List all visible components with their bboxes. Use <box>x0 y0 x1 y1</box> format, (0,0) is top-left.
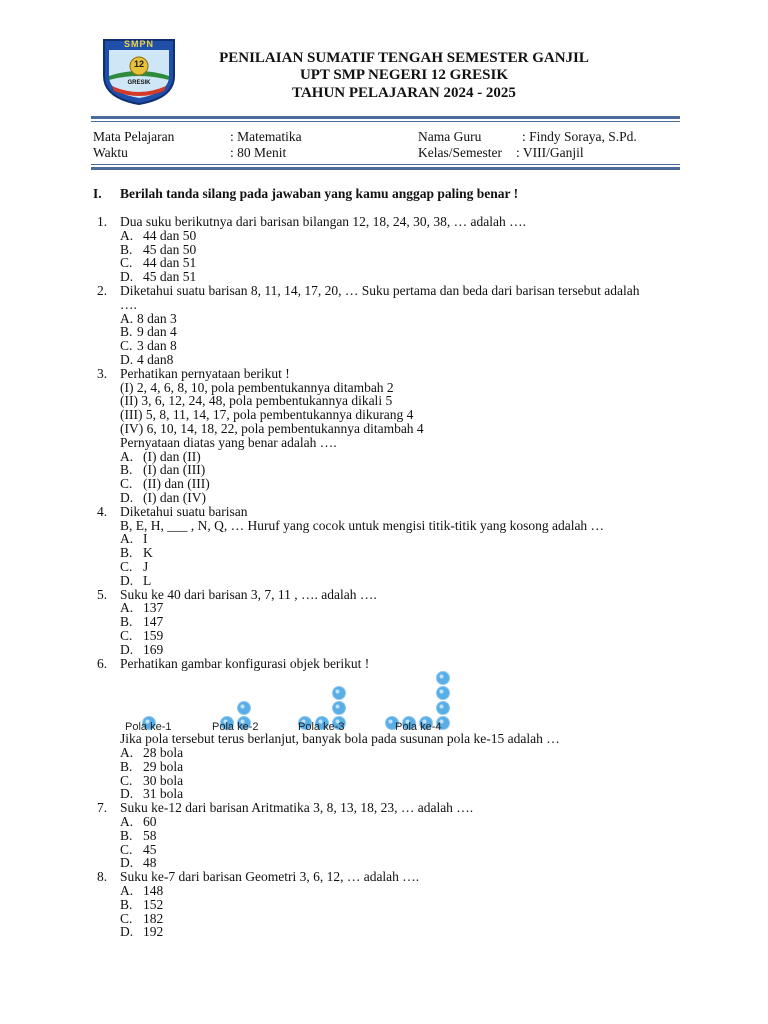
question-text: (II) 3, 6, 12, 24, 48, pola pembentukannya dikali 5 <box>120 393 393 409</box>
ball-highlight <box>336 705 340 709</box>
option-text: 45 dan 50 <box>143 241 197 257</box>
question-line <box>0 505 768 519</box>
option-letter: B. <box>120 758 133 774</box>
question-text: Suku ke 40 dari barisan 3, 7, 11 , …. adalah …. <box>120 586 377 602</box>
option-text: (I) dan (IV) <box>143 489 206 505</box>
question-text: B, E, H, ___ , N, Q, … Huruf yang cocok untuk mengisi titik-titik yang kosong adalah … <box>120 517 605 533</box>
question-line <box>0 588 768 602</box>
option-text: I <box>143 531 148 547</box>
answer-option[interactable] <box>0 774 768 788</box>
ball-pattern-svg <box>0 670 768 732</box>
answer-option[interactable] <box>0 270 768 284</box>
option-letter: D. <box>120 572 134 588</box>
option-letter: B. <box>120 614 133 630</box>
question-number: 2. <box>97 282 108 298</box>
option-text: 159 <box>143 627 164 643</box>
ball-highlight <box>440 675 444 679</box>
ball <box>437 672 450 685</box>
option-letter: A. <box>120 531 134 547</box>
answer-option[interactable] <box>0 450 768 464</box>
option-letter: C. <box>120 476 133 492</box>
option-text: 58 <box>143 827 157 843</box>
ball-highlight <box>389 720 393 724</box>
ball-highlight <box>440 705 444 709</box>
question-list <box>0 215 768 939</box>
option-letter: C. <box>120 338 133 354</box>
answer-option[interactable] <box>0 243 768 257</box>
option-text: 182 <box>143 910 164 926</box>
question-item <box>0 657 768 802</box>
option-text: (II) dan (III) <box>143 476 210 492</box>
answer-option[interactable] <box>0 353 768 367</box>
answer-option[interactable] <box>0 574 768 588</box>
option-text: 44 dan 50 <box>143 227 197 243</box>
option-text: 44 dan 51 <box>143 255 197 271</box>
answer-option[interactable] <box>0 463 768 477</box>
option-text: 4 dan8 <box>137 351 174 367</box>
question-number: 8. <box>97 869 108 885</box>
subject-label: Mata Pelajaran <box>93 129 175 144</box>
title-line-2: UPT SMP NEGERI 12 GRESIK <box>299 67 509 83</box>
question-number: 7. <box>97 800 108 816</box>
logo-name: GRESIK <box>127 80 151 86</box>
question-line <box>0 298 768 312</box>
ball <box>333 702 346 715</box>
option-letter: D. <box>120 489 134 505</box>
option-letter: C. <box>120 255 133 271</box>
option-text: (I) dan (II) <box>143 448 201 464</box>
option-text: (I) dan (III) <box>143 462 206 478</box>
option-letter: D. <box>120 855 134 871</box>
option-letter: D. <box>120 269 134 285</box>
section-instruction: Berilah tanda silang pada jawaban yang kamu anggap paling benar ! <box>120 186 519 201</box>
question-item <box>0 215 768 284</box>
question-text: …. <box>120 296 137 312</box>
ball <box>437 702 450 715</box>
option-letter: A. <box>120 310 134 326</box>
option-letter: A. <box>120 227 134 243</box>
option-text: 29 bola <box>143 758 184 774</box>
option-text: 31 bola <box>143 786 184 802</box>
answer-option[interactable] <box>0 256 768 270</box>
answer-option[interactable] <box>0 815 768 829</box>
answer-option[interactable] <box>0 325 768 339</box>
question-number: 6. <box>97 655 108 671</box>
answer-option[interactable] <box>0 229 768 243</box>
option-text: 147 <box>143 614 164 630</box>
question-line <box>0 284 768 298</box>
answer-option[interactable] <box>0 760 768 774</box>
option-letter: A. <box>120 448 134 464</box>
logo-number: 12 <box>133 59 144 69</box>
option-letter: A. <box>120 814 134 830</box>
option-text: 60 <box>143 814 157 830</box>
question-line <box>0 436 768 450</box>
answer-option[interactable] <box>0 601 768 615</box>
header-divider-top-thin <box>91 121 680 122</box>
option-letter: B. <box>120 545 133 561</box>
option-letter: D. <box>120 351 134 367</box>
pattern-label: Pola ke-4 <box>395 721 442 733</box>
option-letter: C. <box>120 772 133 788</box>
option-text: 30 bola <box>143 772 184 788</box>
question-number: 5. <box>97 586 108 602</box>
option-letter: D. <box>120 641 134 657</box>
ball-highlight <box>241 705 245 709</box>
answer-option[interactable] <box>0 898 768 912</box>
class-value: : VIII/Ganjil <box>516 145 584 160</box>
option-text: 148 <box>143 883 164 899</box>
question-line <box>0 519 768 533</box>
option-letter: B. <box>120 324 133 340</box>
section-numeral: I. <box>93 186 102 201</box>
answer-option[interactable] <box>0 856 768 870</box>
option-letter: B. <box>120 241 133 257</box>
answer-option[interactable] <box>0 546 768 560</box>
answer-option[interactable] <box>0 615 768 629</box>
question-text: Jika pola tersebut terus berlanjut, banyak bola pada susunan pola ke-15 adalah … <box>120 731 560 747</box>
question-line <box>0 381 768 395</box>
answer-option[interactable] <box>0 312 768 326</box>
option-text: J <box>143 558 149 574</box>
question-number: 4. <box>97 503 108 519</box>
question-item <box>0 284 768 367</box>
title-line-1: PENILAIAN SUMATIF TENGAH SEMESTER GANJIL <box>219 50 589 66</box>
question-text: (IV) 6, 10, 14, 18, 22, pola pembentukannya ditambah 4 <box>120 420 424 436</box>
option-text: 9 dan 4 <box>137 324 177 340</box>
question-text: (I) 2, 4, 6, 8, 10, pola pembentukannya ditambah 2 <box>120 379 394 395</box>
option-letter: B. <box>120 462 133 478</box>
question-line <box>0 422 768 436</box>
answer-option[interactable] <box>0 629 768 643</box>
option-text: 137 <box>143 600 164 616</box>
ball-highlight <box>336 690 340 694</box>
option-letter: A. <box>120 600 134 616</box>
option-letter: C. <box>120 627 133 643</box>
option-text: K <box>143 545 153 561</box>
option-text: 28 bola <box>143 745 184 761</box>
time-value: : 80 Menit <box>230 145 287 160</box>
question-line <box>0 367 768 381</box>
question-number: 3. <box>97 365 108 381</box>
logo-top-text: SMPN <box>123 39 154 49</box>
question-line <box>0 801 768 815</box>
question-text: (III) 5, 8, 11, 14, 17, pola pembentukannya dikurang 4 <box>120 407 414 423</box>
answer-option[interactable] <box>0 843 768 857</box>
question-text: Diketahui suatu barisan <box>120 503 248 519</box>
answer-option[interactable] <box>0 560 768 574</box>
answer-option[interactable] <box>0 477 768 491</box>
answer-option[interactable] <box>0 925 768 939</box>
answer-option[interactable] <box>0 746 768 760</box>
pattern-label: Pola ke-2 <box>212 721 259 733</box>
question-line <box>0 394 768 408</box>
pattern-label: Pola ke-3 <box>298 721 345 733</box>
question-text: Perhatikan pernyataan berikut ! <box>120 365 290 381</box>
option-letter: B. <box>120 896 133 912</box>
question-line <box>0 870 768 884</box>
question-item <box>0 588 768 657</box>
teacher-value: : Findy Soraya, S.Pd. <box>522 129 637 144</box>
teacher-label: Nama Guru <box>418 129 482 144</box>
question-item <box>0 801 768 870</box>
question-line <box>0 732 768 746</box>
header-divider-top <box>91 116 680 119</box>
answer-option[interactable] <box>0 884 768 898</box>
option-text: 48 <box>143 855 157 871</box>
question-text: Diketahui suatu barisan 8, 11, 14, 17, 20, … Suku pertama dan beda dari barisan tersebut adalah <box>120 282 640 298</box>
time-label: Waktu <box>93 145 128 160</box>
answer-option[interactable] <box>0 643 768 657</box>
question-item <box>0 367 768 505</box>
option-text: 8 dan 3 <box>137 310 177 326</box>
option-text: 3 dan 8 <box>137 338 177 354</box>
ball-pattern-figure <box>0 670 768 732</box>
answer-option[interactable] <box>0 491 768 505</box>
title-line-3: TAHUN PELAJARAN 2024 - 2025 <box>292 85 516 101</box>
option-letter: C. <box>120 841 133 857</box>
info-divider <box>91 167 680 170</box>
option-letter: A. <box>120 883 134 899</box>
pattern-label: Pola ke-1 <box>125 721 172 733</box>
option-text: 45 <box>143 841 157 857</box>
ball <box>238 702 251 715</box>
question-text: Suku ke-7 dari barisan Geometri 3, 6, 12, … adalah …. <box>120 869 420 885</box>
answer-option[interactable] <box>0 339 768 353</box>
option-text: 152 <box>143 896 164 912</box>
option-letter: A. <box>120 745 134 761</box>
option-letter: C. <box>120 558 133 574</box>
answer-option[interactable] <box>0 912 768 926</box>
option-text: 169 <box>143 641 164 657</box>
option-letter: C. <box>120 910 133 926</box>
question-text: Pernyataan diatas yang benar adalah …. <box>120 434 337 450</box>
option-letter: D. <box>120 786 134 802</box>
info-divider-thin <box>91 164 680 165</box>
option-text: 192 <box>143 924 164 940</box>
question-line <box>0 657 768 671</box>
option-text: 45 dan 51 <box>143 269 197 285</box>
answer-option[interactable] <box>0 829 768 843</box>
option-letter: D. <box>120 924 134 940</box>
option-text: L <box>143 572 152 588</box>
answer-option[interactable] <box>0 787 768 801</box>
ball <box>333 687 346 700</box>
answer-option[interactable] <box>0 532 768 546</box>
question-text: Perhatikan gambar konfigurasi objek berikut ! <box>120 655 370 671</box>
question-text: Dua suku berikutnya dari barisan bilangan 12, 18, 24, 30, 38, … adalah …. <box>120 214 527 229</box>
ball-highlight <box>440 690 444 694</box>
question-number: 1. <box>97 214 108 229</box>
option-letter: B. <box>120 827 133 843</box>
question-item <box>0 505 768 588</box>
question-line <box>0 408 768 422</box>
class-label: Kelas/Semester <box>418 145 502 160</box>
ball <box>437 687 450 700</box>
question-text: Suku ke-12 dari barisan Aritmatika 3, 8, 13, 18, 23, … adalah …. <box>120 800 474 816</box>
subject-value: : Matematika <box>230 129 302 144</box>
question-line <box>0 215 768 229</box>
question-item <box>0 870 768 939</box>
